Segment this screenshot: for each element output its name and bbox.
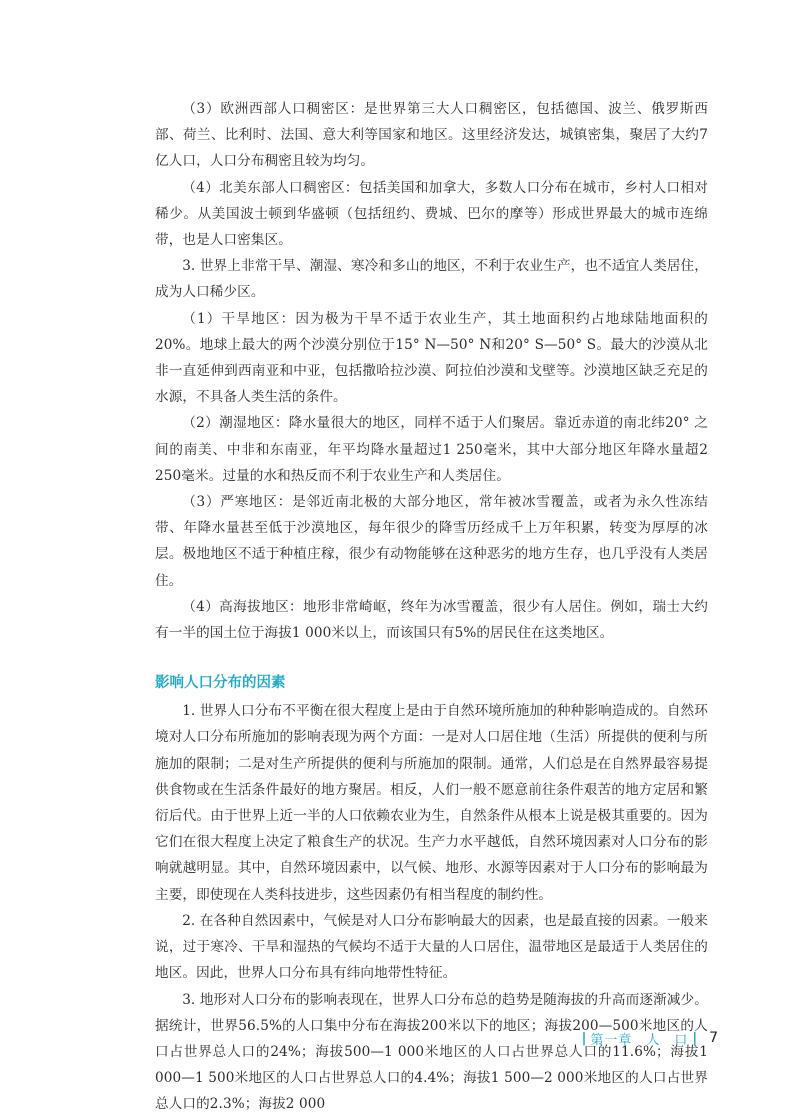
page-number: 7	[709, 1030, 718, 1046]
paragraph-north-america: （4）北美东部人口稠密区：包括美国和加拿大，多数人口分布在城市，乡村人口相对稀少。从美国波士顿到华盛顿（包括纽约、费城、巴尔的摩等）形成世界最大的城市连绵带，也是人口密集区。	[155, 179, 708, 249]
section-title: 影响人口分布的因素	[155, 675, 286, 692]
paragraph-factor-2: 2. 在各种自然因素中，气候是对人口分布影响最大的因素，也是最直接的因素。一般来说，过于寒冷、干旱和湿热的气候均不适于大量的人口居住，温带地区是最适于人类居住的地区。因此，世界人口分布具有纬向地带性特征。	[155, 912, 708, 982]
footer-divider-right: |	[692, 1030, 698, 1046]
page-body	[155, 96, 708, 1118]
chapter-label: 第一章 人 口	[590, 1032, 689, 1048]
paragraph-cold: （3）严寒地区：是邻近南北极的大部分地区，常年被冰雪覆盖，或者为永久性冻结带、年降水量甚至低于沙漠地区，每年很少的降雪历经成千上万年积累，转变为厚厚的冰层。极地地区不适于种植庄稼，很少有动物能够在这种恶劣的地方生存，也几乎没有人类居住。	[155, 494, 708, 589]
paragraph-europe: （3）欧洲西部人口稠密区：是世界第三大人口稠密区，包括德国、波兰、俄罗斯西部、荷兰、比利时、法国、意大利等国家和地区。这里经济发达，城镇密集，聚居了大约7亿人口，人口分布稠密且较为均匀。	[155, 101, 708, 170]
footer-divider-left: |	[581, 1030, 587, 1046]
paragraph-factor-3: 3. 地形对人口分布的影响表现在，世界人口分布总的趋势是随海拔的升高而逐渐减少。据统计，世界56.5%的人口集中分布在海拔200米以下的地区；海拔200—500米地区的人口占世界总人口的24%；海拔500—1 000米地区的人口占世界总人口的11.6%；海拔1 000—1 500米地区的人口占世界总人口的4.4%；海拔1 500—2 000米地区的人口占世界总人口的2.3%；海拔2 000	[155, 991, 708, 1113]
paragraph-factor-1: 1. 世界人口分布不平衡在很大程度上是由于自然环境所施加的种种影响造成的。自然环境对人口分布所施加的影响表现为两个方面：一是对人口居住地（生活）所提供的便利与所施加的限制；二是对生产所提供的便利与所施加的限制。通常，人们总是在自然界最容易提供食物或在生活条件最好的地方聚居。相反，人们一般不愿意前往条件艰苦的地方定居和繁衍后代。由于世界上近一半的人口依赖农业为生，自然条件从根本上说是极其重要的。因为它们在很大程度上决定了粮食生产的状况。生产力水平越低，自然环境因素对人口分布的影响就越明显。其中，自然环境因素中，以气候、地形、水源等因素对于人口分布的影响最为主要，即使现在人类科技进步，这些因素仍有相当程度的制约性。	[155, 703, 708, 903]
paragraph-high-altitude: （4）高海拔地区：地形非常崎岖，终年为冰雪覆盖，很少有人居住。例如，瑞士大约有一半的国土位于海拔1 000米以上，而该国只有5%的居民住在这类地区。	[155, 598, 708, 642]
paragraph-arid: （1）干旱地区：因为极为干旱不适于农业生产，其土地面积约占地球陆地面积的20%。地球上最大的两个沙漠分别位于15° N—50° N和20° S—50° S。最大的沙漠从北非一直延伸到西南亚和中亚，包括撒哈拉沙漠、阿拉伯沙漠和戈壁等。沙漠地区缺乏充足的水源，不具备人类生活的条件。	[155, 310, 708, 406]
paragraph-humid: （2）潮湿地区：降水量很大的地区，同样不适于人们聚居。靠近赤道的南北纬20° 之间的南美、中非和东南亚，年平均降水量超过1 250毫米，其中大部分地区年降水量超2 250毫米。过量的水和热反而不利于农业生产和人类居住。	[155, 415, 708, 484]
paragraph-sparse-regions: 3. 世界上非常干旱、潮湿、寒冷和多山的地区，不利于农业生产，也不适宜人类居住，成为人口稀少区。	[155, 258, 708, 301]
page-footer	[568, 1027, 718, 1049]
